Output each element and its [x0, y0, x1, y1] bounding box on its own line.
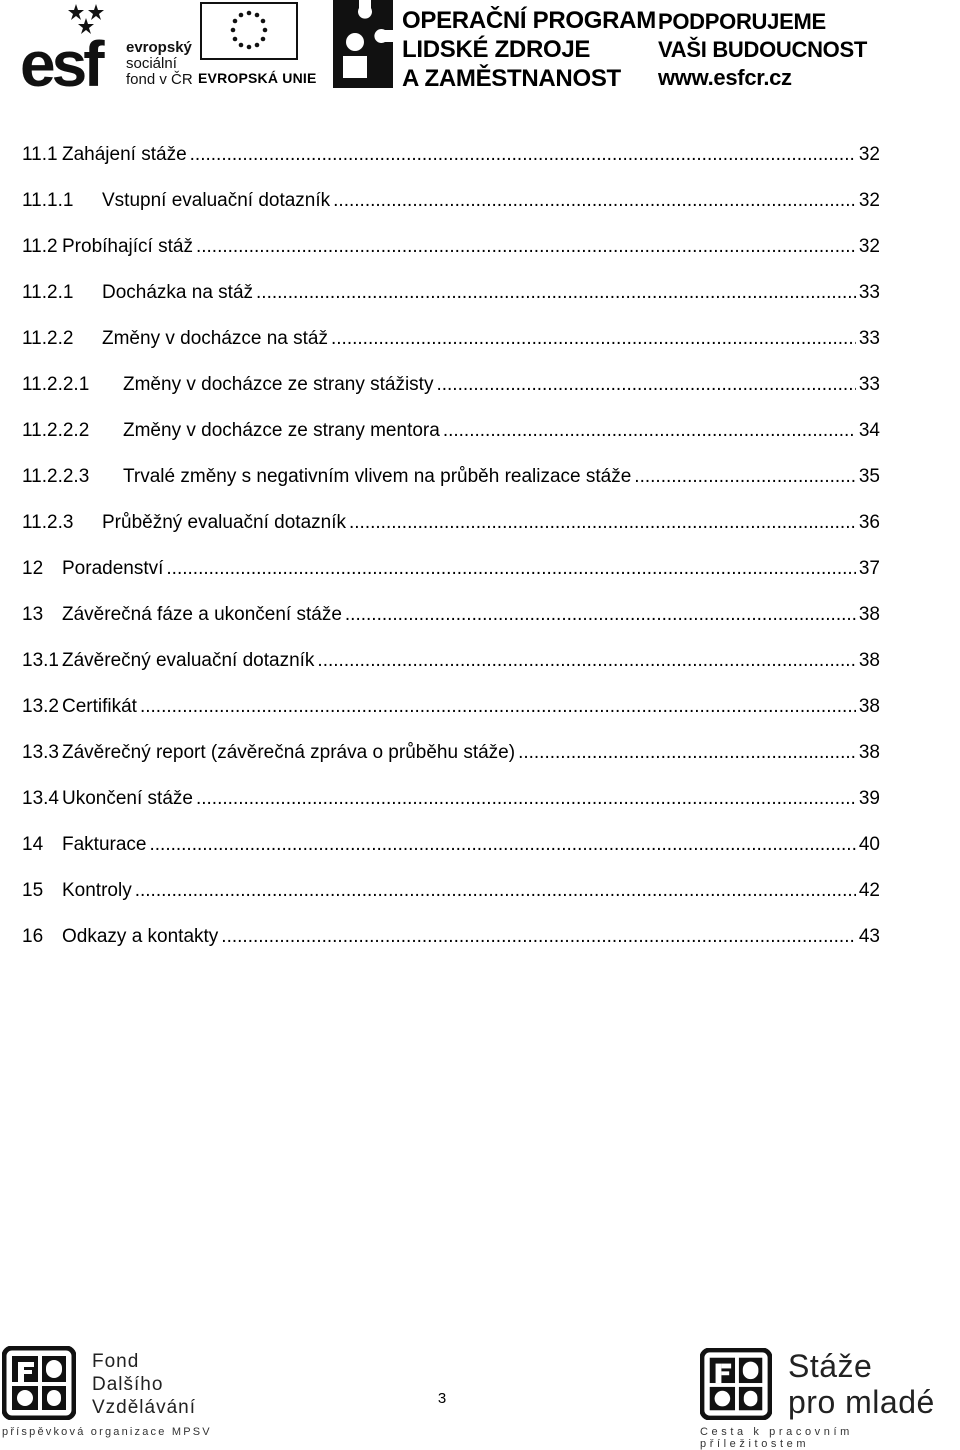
toc-entry-title: Změny v docházce na stáž [102, 328, 328, 349]
toc-entry[interactable] [22, 370, 880, 416]
toc-entry-number: 11.2.2 [22, 328, 74, 349]
op-title: OPERAČNÍ PROGRAM LIDSKÉ ZDROJE A ZAMĚSTNANOST [402, 7, 656, 92]
toc-entry[interactable] [22, 554, 880, 600]
toc-entry[interactable] [22, 692, 880, 738]
toc-leader-dots [518, 738, 856, 768]
toc-entry-page: 33 [858, 328, 880, 349]
support-slogan: PODPORUJEME VAŠI BUDOUCNOST www.esfcr.cz [658, 9, 867, 90]
toc-entry-title: Kontroly [62, 880, 132, 901]
toc-entry[interactable] [22, 140, 880, 186]
toc-entry-title: Změny v docházce ze strany stážisty [123, 374, 434, 395]
toc-leader-dots [166, 554, 855, 584]
toc-entry-number: 11.2.1 [22, 282, 74, 303]
toc-entry[interactable] [22, 232, 880, 278]
toc-entry[interactable] [22, 922, 880, 968]
toc-entry-title: Změny v docházce ze strany mentora [123, 420, 440, 441]
fdv-subtitle: příspěvková organizace MPSV [2, 1426, 212, 1438]
toc-entry-page: 43 [858, 926, 880, 947]
toc-entry-title: Ukončení stáže [62, 788, 193, 809]
toc-entry-page: 37 [858, 558, 880, 579]
staze-subtitle: Cesta k pracovním příležitostem [700, 1426, 853, 1450]
toc-entry[interactable] [22, 416, 880, 462]
toc-leader-dots [256, 278, 856, 308]
toc-entry-number: 11.2 [22, 236, 58, 257]
fdv-name: Fond Dalšího Vzdělávání [92, 1351, 197, 1418]
toc-leader-dots [221, 922, 856, 952]
toc-leader-dots [317, 646, 855, 676]
toc-entry[interactable] [22, 462, 880, 508]
toc-entry[interactable] [22, 646, 880, 692]
toc-entry-number: 13.2 [22, 696, 59, 717]
staze-logo-icon [700, 1348, 772, 1420]
toc-entry-title: Fakturace [62, 834, 147, 855]
puzzle-logo-icon [333, 0, 393, 88]
toc-entry[interactable] [22, 784, 880, 830]
toc-entry-page: 32 [858, 236, 880, 257]
toc-entry-page: 33 [858, 282, 880, 303]
toc-entry-number: 13.4 [22, 788, 59, 809]
eu-flag [200, 2, 298, 60]
toc-entry-number: 12 [22, 558, 44, 579]
page-number: 3 [437, 1390, 447, 1407]
toc-entry-number: 15 [22, 880, 44, 901]
svg-text:esf: esf [20, 28, 101, 88]
toc-entry-title: Probíhající stáž [62, 236, 193, 257]
toc-entry-number: 13 [22, 604, 44, 625]
toc-entry-page: 39 [858, 788, 880, 809]
toc-entry-page: 35 [858, 466, 880, 487]
toc-entry-page: 38 [858, 650, 880, 671]
toc-entry[interactable] [22, 278, 880, 324]
toc-entry-title: Trvalé změny s negativním vlivem na průběh realizace stáže [123, 466, 632, 487]
toc-entry-number: 11.1.1 [22, 190, 74, 211]
toc-entry-title: Certifikát [62, 696, 137, 717]
toc-entry-number: 11.1 [22, 144, 58, 165]
esf-caption: evropský sociální fond v ČR [126, 39, 193, 88]
toc-entry-title: Závěrečný evaluační dotazník [62, 650, 315, 671]
toc-leader-dots [140, 692, 856, 722]
toc-leader-dots [443, 416, 856, 446]
toc-entry-page: 36 [858, 512, 880, 533]
toc-entry-number: 13.3 [22, 742, 59, 763]
toc-entry-title: Poradenství [62, 558, 164, 579]
eu-caption: EVROPSKÁ UNIE [198, 70, 317, 86]
toc-entry-title: Vstupní evaluační dotazník [102, 190, 331, 211]
toc-entry[interactable] [22, 738, 880, 784]
toc-entry[interactable] [22, 186, 880, 232]
toc-entry-number: 14 [22, 834, 44, 855]
toc-entry-page: 42 [858, 880, 880, 901]
toc-entry-title: Průběžný evaluační dotazník [102, 512, 346, 533]
toc-entry-number: 16 [22, 926, 44, 947]
toc-entry[interactable] [22, 876, 880, 922]
toc-leader-dots [349, 508, 856, 538]
toc-leader-dots [149, 830, 855, 860]
toc-leader-dots [333, 186, 856, 216]
fdv-logo-icon [2, 1346, 76, 1420]
toc-entry-title: Odkazy a kontakty [62, 926, 219, 947]
toc-entry[interactable] [22, 830, 880, 876]
toc-entry-number: 13.1 [22, 650, 59, 671]
toc-entry-title: Zahájení stáže [62, 144, 187, 165]
toc-entry-number: 11.2.2.3 [22, 466, 90, 487]
toc-entry-number: 11.2.2.1 [22, 374, 90, 395]
toc-entry[interactable] [22, 600, 880, 646]
toc-entry-page: 33 [858, 374, 880, 395]
toc-entry-page: 40 [858, 834, 880, 855]
page-footer [0, 1340, 960, 1450]
toc-entry-page: 34 [858, 420, 880, 441]
toc-entry-page: 38 [858, 604, 880, 625]
toc-leader-dots [634, 462, 856, 492]
toc-entry-page: 38 [858, 742, 880, 763]
toc-entry-page: 32 [858, 144, 880, 165]
toc-entry-title: Docházka na stáž [102, 282, 254, 303]
toc-entry-title: Závěrečná fáze a ukončení stáže [62, 604, 342, 625]
toc-entry-title: Závěrečný report (závěrečná zpráva o průběhu stáže) [62, 742, 516, 763]
esf-logo [20, 2, 118, 88]
toc-leader-dots [135, 876, 856, 906]
toc-leader-dots [436, 370, 855, 400]
toc-entry-number: 11.2.3 [22, 512, 74, 533]
eu-stars-icon [202, 4, 296, 58]
toc-entry-number: 11.2.2.2 [22, 420, 90, 441]
toc-entry-page: 38 [858, 696, 880, 717]
page-header [0, 0, 960, 100]
toc-leader-dots [190, 140, 856, 170]
table-of-contents [22, 140, 880, 968]
toc-entry[interactable] [22, 324, 880, 370]
toc-leader-dots [345, 600, 856, 630]
toc-entry[interactable] [22, 508, 880, 554]
toc-leader-dots [331, 324, 856, 354]
toc-leader-dots [196, 784, 856, 814]
toc-leader-dots [196, 232, 856, 262]
toc-entry-page: 32 [858, 190, 880, 211]
staze-name: Stáže pro mladé [788, 1348, 935, 1420]
